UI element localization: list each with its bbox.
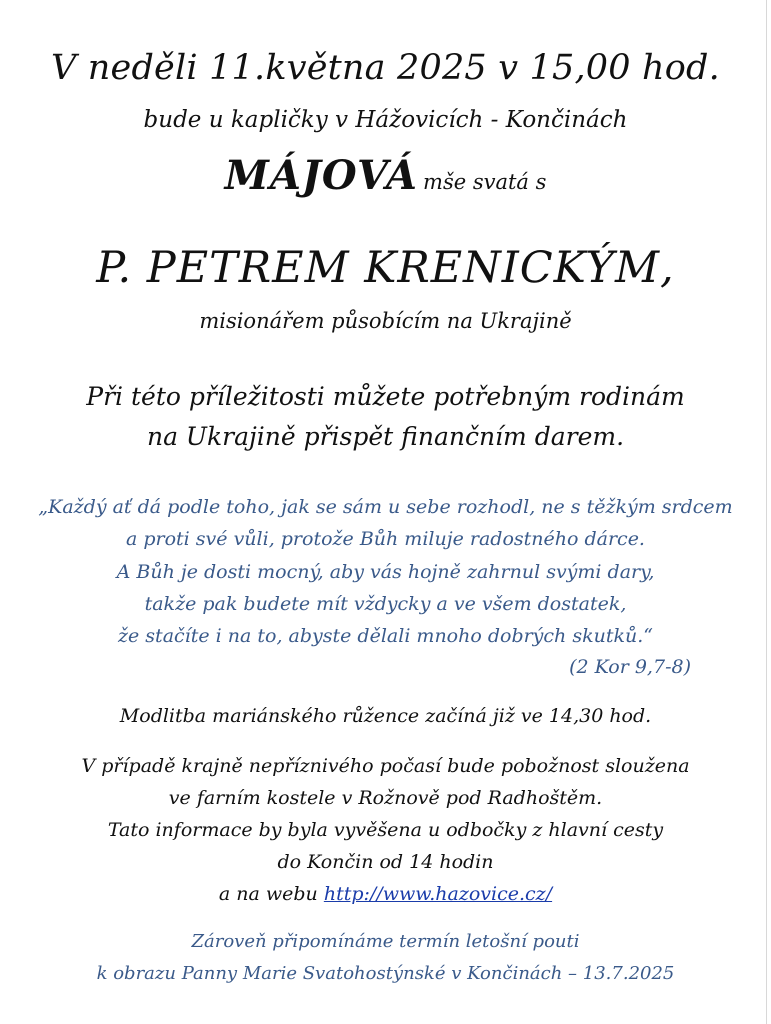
priest-name: P. PETREM KRENICKÝM,: [96, 243, 675, 293]
weather-info-line: V případě krajně nepříznivého počasí bude pobožnost sloužena: [81, 755, 690, 777]
web-prefix: a na webu: [218, 883, 324, 905]
donation-appeal-line: na Ukrajině přispět finančním darem.: [146, 422, 625, 451]
priest-role: misionářem působícím na Ukrajině: [199, 309, 572, 333]
weather-info-line: Tato informace by byla vyvěšena u odbočky z hlavní cesty: [107, 819, 664, 841]
bible-quote-line: takže pak budete mít vždycky a ve všem dostatek,: [144, 593, 627, 615]
bible-quote-reference: (2 Kor 9,7-8): [569, 656, 691, 678]
event-headline: V neděli 11.května 2025 v 15,00 hod.: [50, 48, 720, 88]
rosary-info: Modlitba mariánského růžence začíná již ve 14,30 hod.: [119, 705, 652, 727]
mass-title: MÁJOVÁ: [224, 152, 418, 199]
mass-title-row: [0, 152, 771, 208]
mass-suffix: mše svatá s: [423, 170, 547, 194]
bible-quote-line: A Bůh je dosti mocný, aby vás hojně zahrnul svými dary,: [116, 561, 655, 583]
weather-info-line: ve farním kostele v Rožnově pod Radhoštěm.: [168, 787, 603, 809]
donation-appeal-line: Při této příležitosti můžete potřebným rodinám: [86, 382, 685, 411]
bible-quote-line: že stačíte i na to, abyste dělali mnoho dobrých skutků.“: [118, 625, 653, 647]
website-link[interactable]: http://www.hazovice.cz/: [323, 883, 553, 905]
pilgrimage-note-line: k obrazu Panny Marie Svatohostýnské v Končinách – 13.7.2025: [96, 963, 675, 984]
bible-quote-line: „Každý ať dá podle toho, jak se sám u sebe rozhodl, ne s těžkým srdcem: [38, 496, 733, 518]
web-info-line: [0, 879, 771, 909]
weather-info-line: do Končin od 14 hodin: [277, 851, 494, 873]
event-location: bude u kapličky v Hážovicích - Končinách: [143, 107, 628, 133]
pilgrimage-note-line: Zároveň připomínáme termín letošní pouti: [191, 931, 580, 952]
bible-quote-line: a proti své vůli, protože Bůh miluje radostného dárce.: [126, 528, 645, 550]
